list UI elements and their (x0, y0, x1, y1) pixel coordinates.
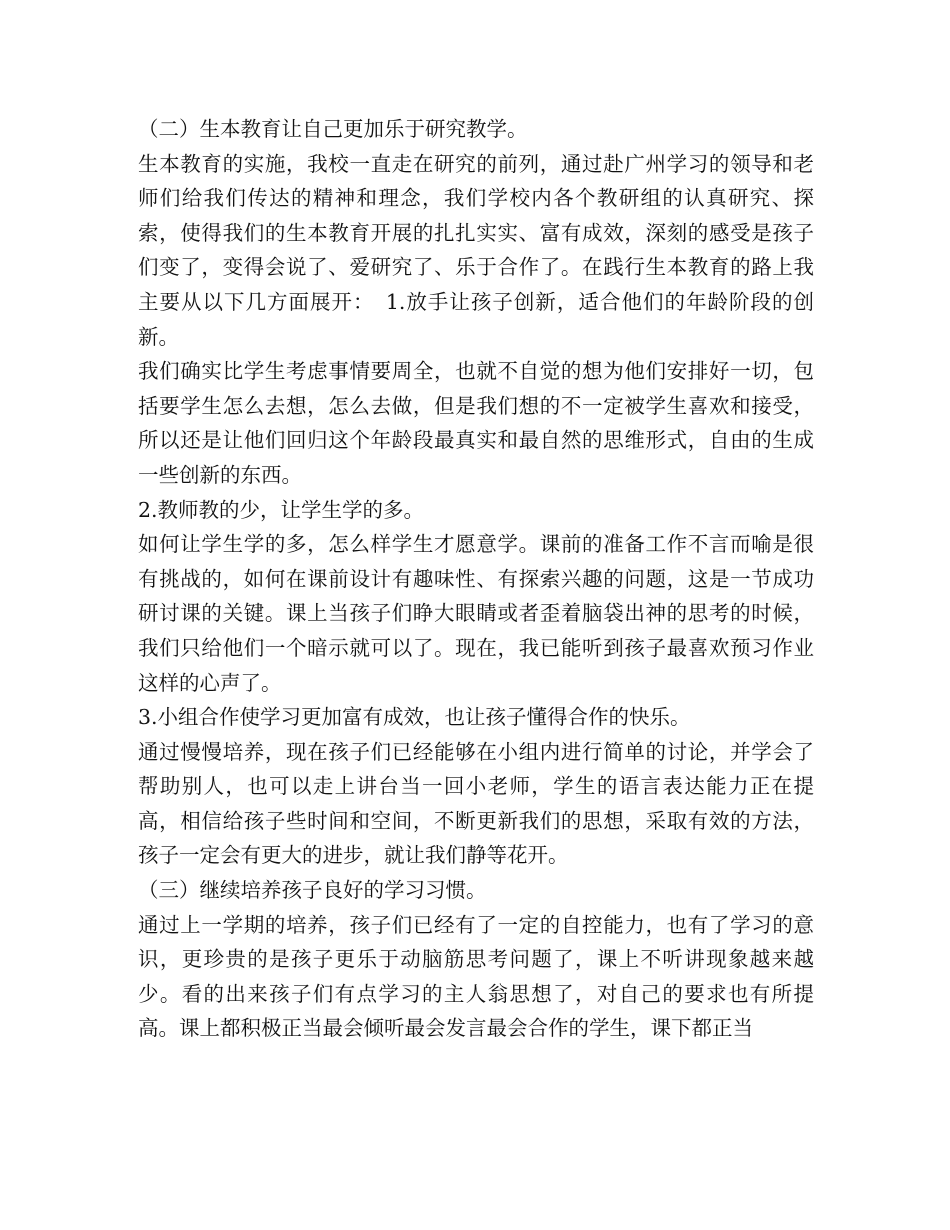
body-paragraph: 生本教育的实施，我校一直走在研究的前列，通过赴广州学习的领导和老师们给我们传达的精神和理念，我们学校内各个教研组的认真研究、探索，使得我们的生本教育开展的扎扎实实、富有成效，深刻的感受是孩子们变了，变得会说了、爱研究了、乐于合作了。在践行生本教育的路上我主要从以下几方面展开： 1.放手让孩子创新，适合他们的年龄阶段的创新。 (138, 151, 814, 349)
body-paragraph: 我们确实比学生考虑事情要周全，也就不自觉的想为他们安排好一切，包括要学生怎么去想，怎么去做，但是我们想的不一定被学生喜欢和接受，所以还是让他们回归这个年龄段最真实和最自然的思维形式，自由的生成一些创新的东西。 (138, 359, 814, 487)
document-body (138, 112, 814, 1046)
numbered-point-2: 2.教师教的少，让学生学的多。 (138, 497, 425, 522)
body-paragraph: 通过上一学期的培养，孩子们已经有了一定的自控能力，也有了学习的意识，更珍贵的是孩子更乐于动脑筋思考问题了，课上不听讲现象越来越少。看的出来孩子们有点学习的主人翁思想了，对自己的要求也有所提高。课上都积极正当最会倾听最会发言最会合作的学生，课下都正当 (138, 912, 814, 1041)
section-heading-3: （三）继续培养孩子良好的学习习惯。 (138, 878, 487, 903)
body-paragraph: 通过慢慢培养，现在孩子们已经能够在小组内进行简单的讨论，并学会了帮助别人，也可以走上讲台当一回小老师，学生的语言表达能力正在提高，相信给孩子些时间和空间，不断更新我们的思想，采取有效的方法，孩子一定会有更大的进步，就让我们静等花开。 (138, 739, 814, 868)
body-paragraph: 如何让学生学的多，怎么样学生才愿意学。课前的准备工作不言而喻是很有挑战的，如何在课前设计有趣味性、有探索兴趣的问题，这是一节成功研讨课的关键。课上当孩子们睁大眼睛或者歪着脑袋出神的思考的时候，我们只给他们一个暗示就可以了。现在，我已能听到孩子最喜欢预习作业这样的心声了。 (138, 532, 814, 695)
numbered-point-3: 3.小组合作使学习更加富有成效，也让孩子懂得合作的快乐。 (138, 705, 691, 730)
section-heading-2: （二）生本教育让自己更加乐于研究教学。 (138, 117, 528, 141)
